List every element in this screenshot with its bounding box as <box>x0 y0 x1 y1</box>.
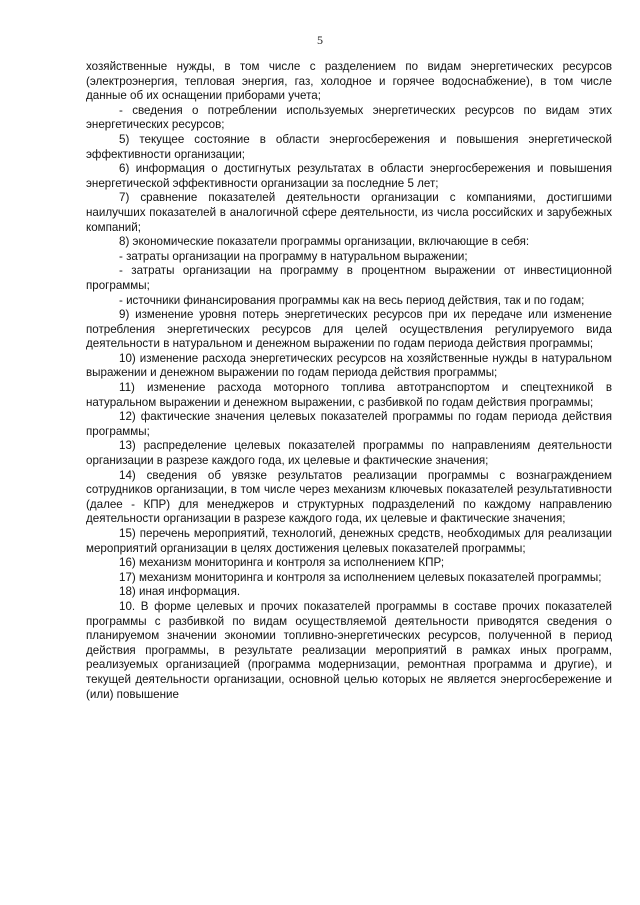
paragraph: 18) иная информация. <box>119 585 241 599</box>
paragraph: 5) текущее состояние в области энергосбережения и повышения энергетической эффективности организации; <box>86 132 612 161</box>
paragraph: 16) механизм мониторинга и контроля за исполнением КПР; <box>119 556 445 570</box>
paragraph: 13) распределение целевых показателей программы по направлениям деятельности организации в разрезе каждого года, их целевые и фактические значения; <box>86 439 612 468</box>
paragraph: - затраты организации на программу в процентном выражении от инвестиционной программы; <box>86 264 612 292</box>
paragraph: хозяйственные нужды, в том числе с разделением по видам энергетических ресурсов (электроэнергия, тепловая энергия, газ, холодное и горячее водоснабжение), в том числе данные об их оснащении приборами учета; <box>86 60 612 103</box>
paragraph: 11) изменение расхода моторного топлива автотранспортом и спецтехникой в натуральном выражении и денежном выражении, с разбивкой по годам действия программы; <box>86 381 612 409</box>
page-number: 5 <box>317 33 323 47</box>
paragraph: 17) механизм мониторинга и контроля за исполнением целевых показателей программы; <box>119 570 602 584</box>
paragraph: 12) фактические значения целевых показателей программы по годам периода действия программы; <box>86 410 612 438</box>
paragraph: 15) перечень мероприятий, технологий, денежных средств, необходимых для реализации мероприятий организации в целях достижения целевых показателей программы; <box>86 527 612 555</box>
paragraph: 10. В форме целевых и прочих показателей программы в составе прочих показателей программы с разбивкой по видам осуществляемой деятельности приводятся сведения о планируемом значении экономии топливно-энергетических ресурсов, полученной в период действия программы, в результате реализации мероприятий в рамках иных программ, реализуемых организацией (программа модернизации, ремонтная программа и другие), и текущей деятельности организации, основной целью которых не является энергосбережение и (или) повышение <box>86 599 612 701</box>
paragraph: - источники финансирования программы как на весь период действия, так и по годам; <box>119 293 585 307</box>
paragraph: 9) изменение уровня потерь энергетических ресурсов при их передаче или изменение потребления энергетических ресурсов для целей осуществления регулируемого вида деятельности в натуральном и денежном выражении по годам периода действия программы; <box>86 308 612 351</box>
paragraph: - затраты организации на программу в натуральном выражении; <box>119 249 468 263</box>
paragraph: 8) экономические показатели программы организации, включающие в себя: <box>119 235 530 249</box>
paragraph: - сведения о потреблении используемых энергетических ресурсов по видам этих энергетических ресурсов; <box>86 103 612 132</box>
paragraph: 7) сравнение показателей деятельности организации с компаниями, достигшими наилучших показателей в аналогичной сфере деятельности, из числа российских и зарубежных компаний; <box>86 191 612 234</box>
document-body <box>86 60 612 702</box>
paragraph: 6) информация о достигнутых результатах в области энергосбережения и повышения энергетической эффективности организации за последние 5 лет; <box>86 162 612 190</box>
paragraph: 10) изменение расхода энергетических ресурсов на хозяйственные нужды в натуральном выражении и денежном выражении по годам периода действия программы; <box>86 351 612 380</box>
paragraph: 14) сведения об увязке результатов реализации программы с вознаграждением сотрудников организации, в том числе через механизм ключевых показателей результативности (далее - КПР) для менеджеров и структурных подразделений по каждому направлению деятельности организации в разрезе каждого года, их целевые и фактические значения; <box>86 468 612 526</box>
